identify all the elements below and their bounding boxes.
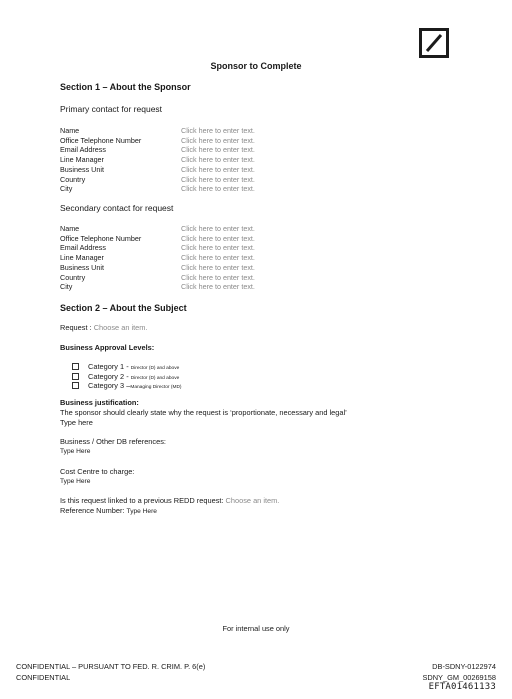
field-label: Line Manager [60, 253, 104, 263]
primary-field-city[interactable] [60, 184, 360, 194]
field-placeholder[interactable]: Click here to enter text. [181, 253, 255, 263]
field-placeholder[interactable]: Click here to enter text. [181, 145, 255, 155]
request-label: Request : [60, 323, 94, 332]
primary-field-name[interactable] [60, 126, 360, 136]
secondary-field-email[interactable] [60, 243, 360, 253]
field-label: Line Manager [60, 155, 104, 165]
section2-heading: Section 2 – About the Subject [60, 303, 187, 313]
field-placeholder[interactable]: Click here to enter text. [181, 126, 255, 135]
secondary-field-telephone[interactable] [60, 234, 360, 244]
justification-instruction: The sponsor should clearly state why the request is ‘proportionate, necessary and legal’ [60, 408, 347, 417]
justification-input[interactable]: Type here [60, 418, 93, 427]
internal-use-note: For internal use only [222, 624, 290, 633]
efta-number: EFTA01461133 [428, 682, 496, 692]
category-3-row[interactable] [72, 381, 182, 391]
primary-field-country[interactable] [60, 175, 360, 185]
linked-request-dropdown[interactable]: Choose an item. [225, 496, 280, 505]
field-label: City [60, 282, 73, 292]
field-label: Email Address [60, 243, 106, 253]
page-title: Sponsor to Complete [210, 61, 302, 71]
linked-request-row [60, 496, 279, 505]
field-label: Country [60, 174, 86, 184]
confidential-line-1: CONFIDENTIAL – PURSUANT TO FED. R. CRIM. P. 6(e) [16, 662, 206, 671]
reference-number-label: Reference Number: [60, 506, 127, 515]
field-label: Name [60, 126, 80, 135]
field-placeholder[interactable]: Click here to enter text. [181, 262, 255, 272]
field-placeholder[interactable]: Click here to enter text. [181, 233, 255, 243]
secondary-field-country[interactable] [60, 273, 360, 283]
reference-number-input[interactable]: Type Here [126, 508, 157, 515]
request-row [60, 323, 148, 332]
field-placeholder[interactable]: Click here to enter text. [181, 184, 255, 194]
field-label: Business Unit [60, 164, 104, 174]
field-label: Email Address [60, 145, 106, 155]
section1-heading: Section 1 – About the Sponsor [60, 82, 191, 92]
category-2-checkbox[interactable] [72, 373, 79, 380]
field-label: Country [60, 272, 86, 282]
references-label: Business / Other DB references: [60, 437, 166, 446]
field-label: Office Telephone Number [60, 135, 142, 145]
field-label: Name [60, 224, 80, 233]
field-label: City [60, 184, 73, 194]
primary-field-business-unit[interactable] [60, 165, 360, 175]
category-3-desc: Managing Director (MD) [130, 385, 182, 390]
field-placeholder[interactable]: Click here to enter text. [181, 243, 255, 253]
category-1-desc: Director (D) and above [130, 366, 180, 371]
deutsche-bank-logo [419, 28, 449, 58]
secondary-field-city[interactable] [60, 282, 360, 292]
logo-slash-icon [422, 31, 446, 55]
category-3-checkbox[interactable] [72, 382, 79, 389]
category-2-row[interactable] [72, 372, 179, 382]
field-placeholder[interactable]: Click here to enter text. [181, 164, 255, 174]
primary-field-line-manager[interactable] [60, 155, 360, 165]
category-1-label: Category 1 - [88, 362, 131, 371]
field-placeholder[interactable]: Click here to enter text. [181, 135, 255, 145]
bates-number-1: DB-SDNY-0122974 [432, 662, 496, 671]
primary-contact-heading: Primary contact for request [60, 104, 163, 114]
field-placeholder[interactable]: Click here to enter text. [181, 174, 255, 184]
secondary-field-name[interactable] [60, 224, 360, 234]
category-2-label: Category 2 - [88, 371, 131, 381]
reference-number-row [60, 506, 157, 515]
field-placeholder[interactable]: Click here to enter text. [181, 155, 255, 165]
request-dropdown[interactable]: Choose an item. [93, 323, 148, 332]
field-placeholder[interactable]: Click here to enter text. [181, 224, 255, 233]
bates-number-2: SDNY_GM_00269158 [422, 673, 496, 682]
category-3-label: Category 3 – [88, 381, 131, 390]
field-placeholder[interactable]: Click here to enter text. [181, 282, 255, 292]
primary-field-email[interactable] [60, 145, 360, 155]
field-label: Office Telephone Number [60, 233, 142, 243]
secondary-contact-heading: Secondary contact for request [60, 203, 174, 213]
secondary-field-line-manager[interactable] [60, 253, 360, 263]
references-input[interactable]: Type Here [60, 448, 91, 455]
confidential-line-2: CONFIDENTIAL [16, 673, 71, 682]
justification-heading: Business justification: [60, 398, 139, 407]
category-1-row[interactable] [72, 362, 179, 372]
primary-field-telephone[interactable] [60, 136, 360, 146]
cost-centre-input[interactable]: Type Here [60, 478, 91, 485]
field-label: Business Unit [60, 262, 104, 272]
field-placeholder[interactable]: Click here to enter text. [181, 272, 255, 282]
secondary-field-business-unit[interactable] [60, 263, 360, 273]
category-2-desc: Director (D) and above [130, 375, 180, 381]
cost-centre-label: Cost Centre to charge: [60, 467, 135, 476]
linked-request-label: Is this request linked to a previous REDD request: [60, 496, 226, 505]
category-1-checkbox[interactable] [72, 363, 79, 370]
approval-levels-heading: Business Approval Levels: [60, 343, 155, 352]
